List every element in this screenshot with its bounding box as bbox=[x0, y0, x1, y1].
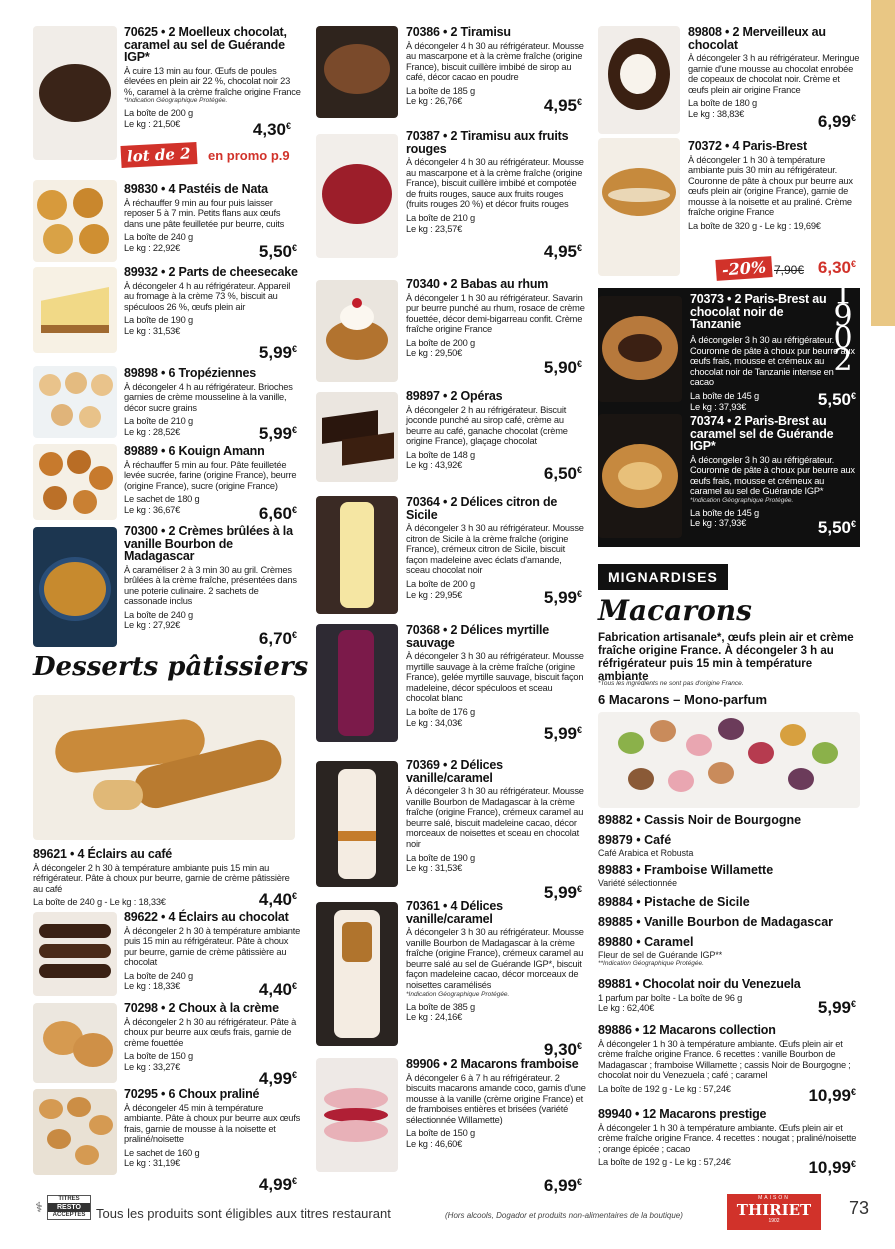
price-per-kg: Le kg : 24,16€ bbox=[406, 1012, 463, 1023]
price: 4,40€ bbox=[258, 980, 297, 999]
package-size: La boîte de 145 g bbox=[690, 390, 759, 401]
price: 6,50€ bbox=[543, 464, 582, 483]
product-89898[interactable] bbox=[33, 366, 301, 444]
price: 5,99€ bbox=[817, 998, 856, 1017]
product-photo bbox=[598, 414, 682, 538]
product-name: 70298 • 2 Choux à la crème bbox=[124, 1001, 279, 1015]
flavor-item[interactable]: 89885 • Vanille Bourbon de Madagascar bbox=[598, 915, 834, 929]
product-description: À décongeler 45 min à température ambiante. Pâte à choux pur beurre aux œufs frais, garnie de mousse à la noisette et praliné/noisette bbox=[124, 1102, 301, 1145]
product-photo bbox=[316, 392, 398, 482]
price: 4,95€ bbox=[543, 96, 582, 115]
product-70369[interactable] bbox=[316, 757, 586, 902]
price: 4,99€ bbox=[258, 1175, 297, 1194]
macarons-intro: Fabrication artisanale*, œufs plein air et crème fraîche origine France. À décongeler 3 h au réfrigérateur puis 15 min à température ambiante bbox=[598, 632, 854, 683]
price: 5,50€ bbox=[258, 242, 297, 261]
mono-title: 6 Macarons – Mono-parfum bbox=[598, 692, 768, 707]
product-89830[interactable] bbox=[33, 180, 301, 268]
product-89808[interactable] bbox=[598, 20, 860, 140]
price: 5,99€ bbox=[543, 883, 582, 902]
price: 4,99€ bbox=[258, 1069, 297, 1088]
flavor-item[interactable]: 89880 • Caramel Fleur de sel de Guérande IGP** bbox=[598, 935, 723, 960]
price: 5,99€ bbox=[543, 724, 582, 743]
price: 5,90€ bbox=[543, 358, 582, 377]
product-70373[interactable] bbox=[598, 288, 860, 412]
price: 5,99€ bbox=[258, 343, 297, 362]
product-name: 70295 • 6 Choux praliné bbox=[124, 1087, 260, 1101]
product-description: À caraméliser 2 à 3 min 30 au gril. Crèmes brûlées à la crème fraîche, présentées dans une poterie culinaire. 2 sachets de cassonade inclus bbox=[124, 564, 297, 607]
product-photo bbox=[598, 138, 680, 276]
price: 6,30€ bbox=[817, 258, 856, 277]
product-note: *Indication Géographique Protégée. bbox=[124, 97, 228, 105]
product-name: 89889 • 6 Kouign Amann bbox=[124, 444, 265, 458]
package-size: La boîte de 190 g bbox=[406, 852, 475, 863]
product-name: 89622 • 4 Éclairs au chocolat bbox=[124, 910, 289, 924]
product-name: 89621 • 4 Éclairs au café bbox=[33, 847, 173, 861]
package-size: Le sachet de 160 g bbox=[124, 1147, 200, 1158]
price-per-kg: Le kg : 31,53€ bbox=[406, 863, 463, 874]
price: 5,99€ bbox=[258, 424, 297, 443]
product-description: À décongeler 4 h au réfrigérateur. Brioches garnies de crème mousseline à la vanille, décor sucre grains bbox=[124, 381, 293, 413]
mignardises-label: MIGNARDISES bbox=[598, 564, 728, 590]
product-photo bbox=[316, 1058, 398, 1172]
discount-badge: -20% bbox=[715, 256, 772, 281]
product-description: À décongeler 2 h 30 au réfrigérateur. Pâte à choux pur beurre aux œufs frais, garnie de crème fouettée bbox=[124, 1016, 297, 1048]
product-description: À décongeler 1 h 30 à température ambiante. Œufs plein air et crème fraîche origine France. 6 recettes : vanille Bourbon de Madagascar ; framboise Willamette ; cassis Noir de Bourgogne ; chocolat noir du Venezuela ; café ; caramel bbox=[598, 1038, 851, 1081]
package-size: La boîte de 185 g bbox=[406, 85, 475, 96]
section-title: Desserts pâtissiers bbox=[33, 652, 309, 682]
product-name: 89932 • 2 Parts de cheesecake bbox=[124, 265, 298, 279]
product-name: 70340 • 2 Babas au rhum bbox=[406, 277, 549, 291]
product-name: 70387 • 2 Tiramisu aux fruits rouges bbox=[406, 129, 569, 156]
package-size: La boîte de 145 g bbox=[690, 507, 759, 518]
package-size: La boîte de 150 g bbox=[406, 1128, 475, 1139]
product-name: 70625 • 2 Moelleux chocolat, caramel au sel de Guérande IGP* bbox=[124, 25, 287, 64]
product-description: 1 parfum par boîte - La boîte de 96 g bbox=[598, 992, 743, 1003]
package-size: La boîte de 320 g - Le kg : 19,69€ bbox=[688, 221, 821, 232]
price: 5,50€ bbox=[817, 390, 856, 409]
price: 6,99€ bbox=[817, 112, 856, 131]
product-name: 70373 • 2 Paris-Brest au chocolat noir de Tanzanie bbox=[690, 292, 827, 331]
product-name: 89897 • 2 Opéras bbox=[406, 389, 503, 403]
product-photo bbox=[316, 26, 398, 118]
product-name: 89808 • 2 Merveilleux au chocolat bbox=[688, 25, 826, 52]
product-photo bbox=[33, 26, 117, 160]
price-per-kg: Le kg : 37,93€ bbox=[690, 518, 747, 529]
flavor-item[interactable]: 89879 • Café Café Arabica et Robusta bbox=[598, 833, 694, 858]
product-name: 70372 • 4 Paris-Brest bbox=[688, 139, 808, 153]
product-description: À réchauffer 9 min au four puis laisser reposer 5 à 7 min. Petits flans aux œufs dans une pâte feuilletée pur beurre, cuits bbox=[124, 197, 285, 229]
product-photo bbox=[316, 280, 398, 382]
product-photo bbox=[33, 267, 117, 353]
price-per-kg: Le kg : 23,57€ bbox=[406, 223, 463, 234]
package-size: La boîte de 385 g bbox=[406, 1001, 475, 1012]
price: 6,60€ bbox=[258, 504, 297, 523]
product-name: 70374 • 2 Paris-Brest au caramel sel de Guérande IGP* bbox=[690, 414, 834, 453]
price-per-kg: Le kg : 34,03€ bbox=[406, 717, 463, 728]
promo-badge: lot de 2 bbox=[120, 142, 197, 168]
price: 10,99€ bbox=[808, 1086, 856, 1105]
price: 5,99€ bbox=[543, 588, 582, 607]
product-photo bbox=[316, 761, 398, 887]
titres-resto-logo: ⚕ TITRES RESTO ACCEPTÉS bbox=[33, 1192, 91, 1222]
package-size: La boîte de 176 g bbox=[406, 706, 475, 717]
product-photo bbox=[316, 624, 398, 742]
package-size: La boîte de 148 g bbox=[406, 449, 475, 460]
product-89621[interactable] bbox=[33, 848, 301, 908]
product-description: À décongeler 3 h 30 au réfrigérateur. Mousse vanille Bourbon de Madagascar à la crème fraîche (origine France), crémeux caramel au beurre salé, biscuit madeleine cacao, décor morceaux de noisettes et sceau en chocolat noir bbox=[406, 786, 584, 849]
product-photo bbox=[33, 1003, 117, 1083]
page-edge-tab bbox=[871, 0, 895, 326]
price-per-kg: Le kg : 43,92€ bbox=[406, 460, 463, 471]
price: 10,99€ bbox=[808, 1158, 856, 1177]
price-per-kg: Le kg : 31,53€ bbox=[124, 325, 181, 336]
product-description: À décongeler 3 h 30 au réfrigérateur. Couronne de pâte à choux pur beurre aux œufs frais, mousse et crémeux au chocolat noir de Tanzanie intense en cacao bbox=[690, 335, 855, 388]
cutlery-icon: ⚕ bbox=[35, 1198, 43, 1215]
price-per-kg: Le kg : 21,50€ bbox=[124, 118, 181, 129]
product-photo bbox=[316, 902, 398, 1046]
product-name: 89830 • 4 Pastéis de Nata bbox=[124, 182, 268, 196]
product-70387[interactable] bbox=[316, 128, 586, 278]
product-89940[interactable] bbox=[598, 1108, 860, 1178]
package-size: La boîte de 200 g bbox=[406, 578, 475, 589]
thiriet-logo[interactable]: MAISON THIRIET 1902 bbox=[727, 1194, 821, 1230]
product-photo bbox=[33, 366, 117, 438]
product-70386[interactable] bbox=[316, 20, 586, 125]
price: 6,70€ bbox=[258, 629, 297, 648]
product-89622[interactable] bbox=[33, 910, 301, 1000]
package-size: La boîte de 200 g bbox=[406, 337, 475, 348]
product-photo bbox=[598, 296, 682, 402]
package-size: La boîte de 210 g bbox=[406, 212, 475, 223]
product-description: À décongeler 1 h 30 à température ambiante. Œufs plein air et crème fraîche origine France. 4 recettes : nougat ; praliné/noisette ; orange épicée ; cacao bbox=[598, 1122, 857, 1154]
product-description: À décongeler 6 à 7 h au réfrigérateur. 2 biscuits macarons amande coco, garnis d'une mousse à la vanille (crème origine France) et de framboises entières et brisées (variété sélectionnée Willamette) bbox=[406, 1072, 586, 1125]
product-description: À décongeler 3 h au réfrigérateur. Meringue garnie d'une mousse au chocolat enrobée de copeaux de chocolat noir. Crème et œufs plein air origine France bbox=[688, 53, 860, 95]
product-description: À décongeler 2 h au réfrigérateur. Biscuit joconde punché au sirop café, crème au beurre au café, ganache chocolat (crème origine France), glaçage chocolat bbox=[406, 404, 568, 447]
product-name: 89940 • 12 Macarons prestige bbox=[598, 1107, 767, 1121]
product-description: À décongeler 4 h 30 au réfrigérateur. Mousse au mascarpone et à la crème fraîche (origine France), biscuit cuillère imbibé de sirop au café, décor cacao en poudre bbox=[406, 40, 584, 83]
flavor-note: **Indication Géographique Protégée. bbox=[598, 960, 704, 967]
price-per-kg: Le kg : 37,93€ bbox=[690, 401, 747, 412]
product-70300[interactable] bbox=[33, 523, 301, 653]
deco-year: 1902 bbox=[833, 277, 853, 378]
product-description: À décongeler 4 h 30 au réfrigérateur. Mousse au mascarpone et à la crème fraîche (origine France), biscuit cuillère imbibé et compotée de fruits rouges, sauce aux fruits rouges (fruits rouges 20 %) et décor fruits rouges bbox=[406, 157, 584, 210]
product-note: *Indication Géographique Protégée. bbox=[406, 990, 510, 998]
price-per-kg: Le kg : 62,40€ bbox=[598, 1003, 655, 1014]
package-size: La boîte de 200 g bbox=[124, 108, 193, 119]
promo-link[interactable]: en promo p.9 bbox=[208, 148, 290, 163]
product-89886[interactable] bbox=[598, 1024, 860, 1104]
product-name: 70368 • 2 Délices myrtille sauvage bbox=[406, 623, 550, 650]
product-name: 70369 • 2 Délices vanille/caramel bbox=[406, 758, 503, 785]
product-name: 70361 • 4 Délices vanille/caramel bbox=[406, 899, 503, 926]
product-89889[interactable] bbox=[33, 444, 301, 526]
package-size: La boîte de 192 g - Le kg : 57,24€ bbox=[598, 1157, 731, 1168]
product-photo bbox=[33, 527, 117, 647]
product-89897[interactable] bbox=[316, 388, 586, 492]
price: 5,50€ bbox=[817, 518, 856, 537]
footer-exclusions: (Hors alcools, Dogador et produits non-alimentaires de la boutique) bbox=[445, 1211, 683, 1220]
flavor-item[interactable]: 89883 • Framboise Willamette Variété sélectionnée bbox=[598, 863, 774, 888]
product-name: 89886 • 12 Macarons collection bbox=[598, 1023, 776, 1037]
product-name: 89881 • Chocolat noir du Venezuela bbox=[598, 977, 801, 991]
macarons-title: Macarons bbox=[598, 594, 752, 627]
price-per-kg: Le kg : 22,92€ bbox=[124, 242, 181, 253]
price-per-kg: Le kg : 28,52€ bbox=[124, 426, 181, 437]
product-photo bbox=[316, 496, 398, 614]
macarons-photo bbox=[598, 712, 860, 808]
product-description: À décongeler 4 h au réfrigérateur. Appareil au fromage à la crème 73 %, biscuit au spéculoos 26 %, œufs plein air bbox=[124, 280, 291, 312]
product-description: À décongeler 3 h 30 au réfrigérateur. Couronne de pâte à choux pur beurre aux œufs frais, mousse et crémeux au caramel au sel de Guérande IGP* bbox=[690, 454, 855, 497]
product-70364[interactable] bbox=[316, 494, 586, 618]
package-size: La boîte de 210 g bbox=[124, 416, 193, 427]
price: 4,95€ bbox=[543, 242, 582, 261]
product-70298[interactable] bbox=[33, 1001, 301, 1089]
product-name: 70364 • 2 Délices citron de Sicile bbox=[406, 495, 558, 522]
dark-panel bbox=[598, 277, 860, 547]
price: 4,30€ bbox=[252, 120, 291, 139]
product-photo bbox=[33, 1089, 117, 1175]
price-per-kg: Le kg : 29,50€ bbox=[406, 348, 463, 359]
product-70295[interactable] bbox=[33, 1087, 301, 1194]
product-name: 70300 • 2 Crèmes brûlées à la vanille Bourbon de Madagascar bbox=[124, 524, 293, 563]
product-note: *Indication Géographique Protégée. bbox=[690, 496, 794, 504]
product-name: 89898 • 6 Tropéziennes bbox=[124, 366, 256, 380]
product-photo bbox=[598, 26, 680, 134]
product-description: À décongeler 3 h 30 au réfrigérateur. Mousse myrtille sauvage à la crème fraîche (origine France), gelée myrtille sauvage, biscuit façon madeleine, décor spéculoos et sceau chocolat blanc bbox=[406, 651, 584, 704]
flavor-list bbox=[598, 812, 860, 968]
product-70361[interactable] bbox=[316, 898, 586, 1059]
intro-note: *Tous les ingrédients ne sont pas d'origine France. bbox=[598, 680, 744, 687]
eclairs-photo bbox=[33, 695, 295, 840]
product-description: À décongeler 1 h 30 au réfrigérateur. Savarin pur beurre punché au rhum, rosace de crème fouettée, décor demi-bigarreau confit. Crème fraîche origine France bbox=[406, 292, 585, 335]
product-name: 70386 • 2 Tiramisu bbox=[406, 25, 511, 39]
product-photo bbox=[33, 444, 117, 520]
old-price: 7,90€ bbox=[774, 263, 805, 277]
product-70625[interactable] bbox=[33, 20, 301, 175]
price-per-kg: Le kg : 33,27€ bbox=[124, 1061, 181, 1072]
price-per-kg: Le kg : 27,92€ bbox=[124, 620, 181, 631]
price-per-kg: Le kg : 29,95€ bbox=[406, 589, 463, 600]
package-size: Le sachet de 180 g bbox=[124, 494, 200, 505]
price: 6,99€ bbox=[543, 1176, 582, 1195]
flavor-item[interactable]: 89882 • Cassis Noir de Bourgogne bbox=[598, 813, 802, 827]
package-size: La boîte de 192 g - Le kg : 57,24€ bbox=[598, 1083, 731, 1094]
price-per-kg: Le kg : 26,76€ bbox=[406, 96, 463, 107]
price: 9,30€ bbox=[543, 1040, 582, 1059]
product-photo bbox=[33, 180, 117, 262]
product-description: À décongeler 3 h 30 au réfrigérateur. Mousse citron de Sicile à la crème fraîche (origine France), crémeux citron de Sicile, biscuit façon madeleine avec éclats d'amande, sceau chocolat noir bbox=[406, 523, 584, 576]
product-name: 89906 • 2 Macarons framboise bbox=[406, 1057, 579, 1071]
moelleux-cake bbox=[39, 64, 111, 122]
package-size: La boîte de 190 g bbox=[124, 315, 193, 326]
price-per-kg: Le kg : 36,67€ bbox=[124, 504, 181, 515]
product-89932[interactable] bbox=[33, 265, 301, 365]
package-size: La boîte de 240 g bbox=[124, 970, 193, 981]
product-89906[interactable] bbox=[316, 1056, 586, 1195]
product-description: À décongeler 1 h 30 à température ambiante puis 30 min au réfrigérateur. Couronne de pâte à choux pur beurre aux œufs plein air (origine France), garnie de mousse à la noisette et au praliné. Crème fraîche origine France bbox=[688, 154, 853, 218]
product-photo bbox=[33, 912, 117, 996]
price-per-kg: Le kg : 38,83€ bbox=[688, 108, 745, 119]
price: 4,40€ bbox=[258, 890, 297, 909]
product-70340[interactable] bbox=[316, 276, 586, 388]
product-70368[interactable] bbox=[316, 622, 586, 758]
flavor-item[interactable]: 89884 • Pistache de Sicile bbox=[598, 895, 750, 909]
product-photo bbox=[316, 134, 398, 258]
product-70374[interactable] bbox=[598, 412, 860, 547]
package-size: La boîte de 240 g bbox=[124, 609, 193, 620]
product-description: À cuire 13 min au four. Œufs de poules élevées en plein air 22 %, chocolat noir 23 %, caramel à la crème fraîche origine France bbox=[124, 65, 301, 97]
price-per-kg: Le kg : 46,60€ bbox=[406, 1139, 463, 1150]
product-89881[interactable] bbox=[598, 978, 860, 1022]
product-description: À décongeler 3 h 30 au réfrigérateur. Mousse vanille Bourbon de Madagascar à la crème fraîche (origine France), crémeux caramel au beurre salé au sel de Guérande IGP*, biscuit façon madeleine cacao, décor morceaux de noisettes caramélisés bbox=[406, 927, 584, 990]
price-per-kg: Le kg : 31,19€ bbox=[124, 1158, 181, 1169]
page-number: 73 bbox=[849, 1198, 870, 1218]
package-size: La boîte de 180 g bbox=[688, 98, 757, 109]
package-size: La boîte de 150 g bbox=[124, 1051, 193, 1062]
price-per-kg: Le kg : 18,33€ bbox=[124, 981, 181, 992]
package-size: La boîte de 240 g bbox=[124, 232, 193, 243]
product-description: À décongeler 2 h 30 à température ambiante puis 15 min au réfrigérateur. Pâte à choux pur beurre, garnie de crème pâtissière au chocolat bbox=[124, 925, 301, 968]
product-description: À réchauffer 5 min au four. Pâte feuilletée levée sucrée, farine (origine France), beurre (origine France), sucre (origine France) bbox=[124, 459, 297, 491]
package-size: La boîte de 240 g - Le kg : 18,33€ bbox=[33, 897, 166, 908]
product-70372[interactable] bbox=[598, 138, 860, 288]
footer-eligible-text: Tous les produits sont éligibles aux titres restaurant bbox=[96, 1206, 391, 1221]
product-description: À décongeler 2 h 30 à température ambiante puis 15 min au réfrigérateur. Pâte à choux pur beurre, garnie de crème pâtissière au café bbox=[33, 862, 290, 894]
